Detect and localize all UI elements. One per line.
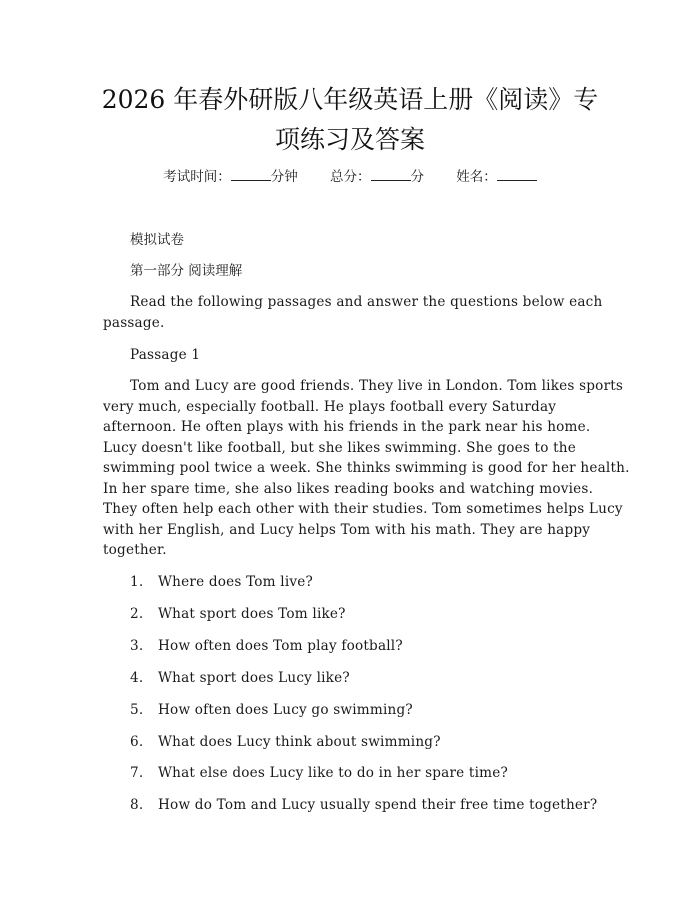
question-number: 7.	[130, 765, 144, 781]
question-item	[130, 572, 313, 593]
document-title-line-2: 项练习及答案	[274, 125, 425, 154]
passage-line: with her English, and Lucy helps Tom with his math. They are happy	[103, 522, 591, 538]
question-item	[130, 763, 508, 784]
instructions-line-2: passage.	[103, 315, 165, 331]
passage-line: Tom and Lucy are good friends. They live in London. Tom likes sports	[130, 378, 624, 394]
exam-time-unit: 分钟	[270, 169, 298, 185]
question-number: 4.	[130, 670, 144, 686]
section-part-one: 第一部分 阅读理解	[130, 263, 243, 279]
section-mock-exam: 模拟试卷	[130, 232, 184, 248]
total-score-unit: 分	[410, 169, 424, 185]
student-name-field	[456, 166, 537, 188]
passage-line: together.	[103, 542, 167, 558]
passage-title: Passage 1	[130, 347, 201, 363]
question-text: How do Tom and Lucy usually spend their free time together?	[158, 797, 598, 813]
total-score-blank	[371, 166, 411, 181]
question-text: How often does Tom play football?	[158, 638, 403, 654]
document-title-line-1: 2026 年春外研版八年级英语上册《阅读》专	[101, 85, 599, 114]
exam-meta-row	[0, 166, 700, 188]
question-text: What sport does Tom like?	[158, 606, 346, 622]
student-name-blank	[497, 166, 537, 181]
question-number: 3.	[130, 638, 144, 654]
question-item	[130, 636, 403, 657]
passage-line: They often help each other with their studies. Tom sometimes helps Lucy	[103, 501, 623, 517]
student-name-label: 姓名：	[456, 169, 497, 185]
question-item	[130, 732, 441, 753]
question-text: What else does Lucy like to do in her spare time?	[158, 765, 508, 781]
question-number: 8.	[130, 797, 144, 813]
passage-line: In her spare time, she also likes reading books and watching movies.	[103, 481, 594, 497]
question-item	[130, 668, 350, 689]
question-text: How often does Lucy go swimming?	[158, 702, 413, 718]
passage-line: swimming pool twice a week. She thinks swimming is good for her health.	[103, 460, 630, 476]
question-text: Where does Tom live?	[158, 574, 313, 590]
total-score-label: 总分：	[330, 169, 371, 185]
passage-line: Lucy doesn't like football, but she likes swimming. She goes to the	[103, 440, 576, 456]
total-score-field	[330, 166, 424, 188]
question-text: What does Lucy think about swimming?	[158, 734, 441, 750]
question-number: 5.	[130, 702, 144, 718]
question-number: 2.	[130, 606, 144, 622]
exam-time-blank	[231, 166, 271, 181]
exam-time-field	[163, 166, 298, 188]
passage-line: very much, especially football. He plays football every Saturday	[103, 399, 557, 415]
exam-time-label: 考试时间：	[163, 169, 231, 185]
question-item	[130, 604, 346, 625]
passage-line: afternoon. He often plays with his friends in the park near his home.	[103, 419, 591, 435]
question-number: 6.	[130, 734, 144, 750]
question-text: What sport does Lucy like?	[158, 670, 350, 686]
question-number: 1.	[130, 574, 144, 590]
question-item	[130, 795, 597, 816]
question-item	[130, 700, 413, 721]
instructions-line-1: Read the following passages and answer the questions below each	[130, 294, 603, 310]
